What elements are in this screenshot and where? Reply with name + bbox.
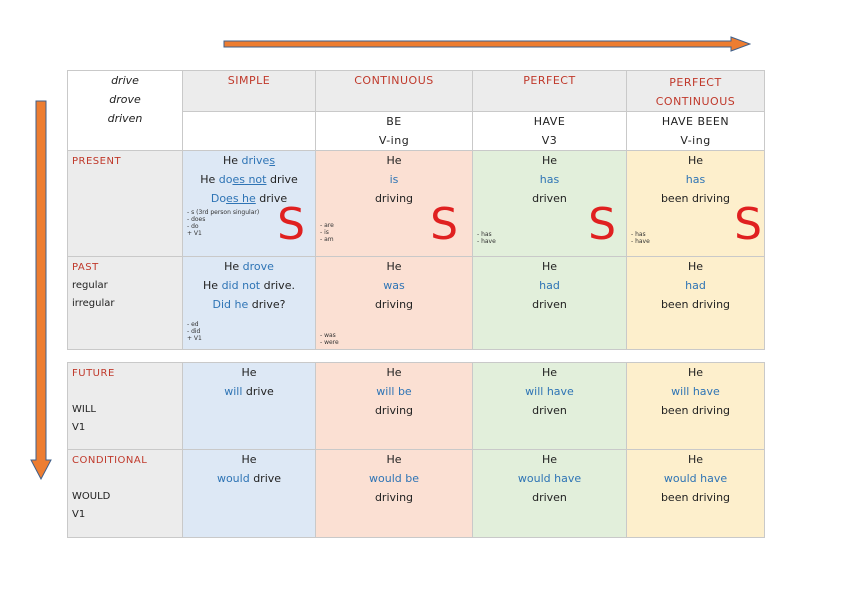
present-continuous-cell	[316, 151, 473, 257]
example-verb: driving	[374, 491, 414, 504]
grammar-notes: - ed - did + V1	[187, 321, 202, 342]
row-label: FUTURE	[72, 368, 115, 379]
example-verb: driven	[532, 192, 567, 205]
aux-line-2: V-ing	[680, 134, 711, 147]
example-verb: driven	[532, 491, 567, 504]
row-sub-modal: WOULD	[72, 491, 111, 502]
example-subject: He	[687, 366, 704, 379]
verb-base: drive	[111, 74, 139, 87]
row-header-past	[68, 257, 183, 350]
verb-participle: driven	[107, 112, 143, 125]
present-perfect-cell	[473, 151, 627, 257]
example-verb-phrase: would drive	[216, 472, 282, 485]
example-subject: He	[386, 260, 402, 273]
past-continuous-cell	[316, 257, 473, 350]
verb-forms-cell	[68, 71, 183, 151]
grammar-notes: - has - have	[477, 231, 496, 245]
example-verb: been driving	[660, 404, 731, 417]
example-verb-phrase: will drive	[224, 385, 274, 398]
grammar-notes: - s (3rd person singular) - does - do + V1	[187, 209, 260, 237]
example-subject: He	[687, 154, 704, 167]
column-header-simple: SIMPLE	[183, 71, 316, 112]
future-perfect-continuous-cell	[627, 363, 765, 450]
past-perfect-continuous-cell	[627, 257, 765, 350]
example-subject: He	[241, 366, 257, 379]
row-sub-irregular: irregular	[72, 298, 115, 309]
subject-s-marker: S	[734, 199, 762, 250]
conditional-perfect-continuous-cell	[627, 450, 765, 538]
example-auxiliary: will have	[525, 385, 574, 398]
example-auxiliary: will have	[671, 385, 720, 398]
conditional-continuous-cell	[316, 450, 473, 538]
example-auxiliary: was	[383, 279, 405, 292]
tense-table-main	[67, 70, 765, 350]
row-label: PRESENT	[72, 156, 122, 167]
example-subject: He	[386, 366, 402, 379]
tense-table-future	[67, 362, 765, 538]
past-perfect-cell	[473, 257, 627, 350]
grammar-notes: - was - were	[320, 332, 339, 346]
example-auxiliary: had	[685, 279, 706, 292]
example-auxiliary: is	[389, 173, 399, 186]
aux-perfect-continuous	[627, 112, 765, 151]
example-subject: He	[241, 453, 257, 466]
example-auxiliary: has	[685, 173, 706, 186]
row-header-present	[68, 151, 183, 257]
example-question: Did he drive?	[212, 298, 286, 311]
arrow-down-icon	[30, 100, 52, 480]
example-auxiliary: has	[539, 173, 560, 186]
example-verb: been driving	[660, 491, 731, 504]
future-perfect-cell	[473, 363, 627, 450]
example-verb: driven	[532, 298, 567, 311]
arrow-right-icon	[223, 36, 751, 52]
example-subject: He	[687, 260, 704, 273]
example-auxiliary: will be	[376, 385, 412, 398]
past-simple-cell	[183, 257, 316, 350]
aux-line-2: V3	[541, 134, 558, 147]
row-label: PAST	[72, 262, 99, 273]
row-sub-modal: WILL	[72, 404, 96, 415]
subject-s-marker: S	[588, 199, 616, 250]
aux-line-1: HAVE	[533, 115, 566, 128]
aux-continuous	[316, 112, 473, 151]
example-affirmative: He drives	[222, 154, 276, 167]
aux-perfect	[473, 112, 627, 151]
column-header-perfect-continuous: PERFECT CONTINUOUS	[627, 71, 765, 112]
example-subject: He	[541, 260, 558, 273]
row-header-future	[68, 363, 183, 450]
future-continuous-cell	[316, 363, 473, 450]
example-subject: He	[541, 366, 558, 379]
future-simple-cell	[183, 363, 316, 450]
aux-simple	[183, 112, 316, 151]
example-subject: He	[687, 453, 704, 466]
row-label: CONDITIONAL	[72, 455, 148, 466]
row-sub-form: V1	[72, 509, 86, 520]
verb-past: drove	[109, 93, 141, 106]
aux-line-1: HAVE BEEN	[661, 115, 730, 128]
column-header-perfect: PERFECT	[473, 71, 627, 112]
example-auxiliary: would have	[663, 472, 728, 485]
subject-s-marker: S	[430, 199, 458, 250]
present-simple-cell	[183, 151, 316, 257]
row-header-conditional	[68, 450, 183, 538]
example-subject: He	[541, 453, 558, 466]
example-subject: He	[541, 154, 558, 167]
subject-s-marker: S	[277, 199, 305, 250]
example-question: Does he drive	[210, 192, 288, 205]
example-verb: driven	[532, 404, 567, 417]
example-verb: been driving	[660, 298, 731, 311]
aux-line-2: V-ing	[378, 134, 410, 147]
aux-line-1: BE	[386, 115, 402, 128]
example-subject: He	[386, 154, 402, 167]
example-verb: driving	[374, 192, 414, 205]
example-auxiliary: had	[539, 279, 560, 292]
conditional-perfect-cell	[473, 450, 627, 538]
row-sub-form: V1	[72, 422, 86, 433]
grammar-notes: - has - have	[631, 231, 650, 245]
example-verb: been driving	[660, 192, 731, 205]
row-sub-regular: regular	[72, 280, 108, 291]
present-perfect-continuous-cell	[627, 151, 765, 257]
example-verb: driving	[374, 404, 414, 417]
grammar-notes: - are - is - am	[320, 222, 334, 243]
column-header-continuous: CONTINUOUS	[316, 71, 473, 112]
example-verb: driving	[374, 298, 414, 311]
example-auxiliary: would have	[517, 472, 582, 485]
example-negative: He does not drive	[200, 173, 298, 186]
conditional-simple-cell	[183, 450, 316, 538]
example-auxiliary: would be	[369, 472, 419, 485]
example-subject: He	[386, 453, 402, 466]
example-negative: He did not drive.	[203, 279, 295, 292]
example-affirmative: He drove	[224, 260, 274, 273]
